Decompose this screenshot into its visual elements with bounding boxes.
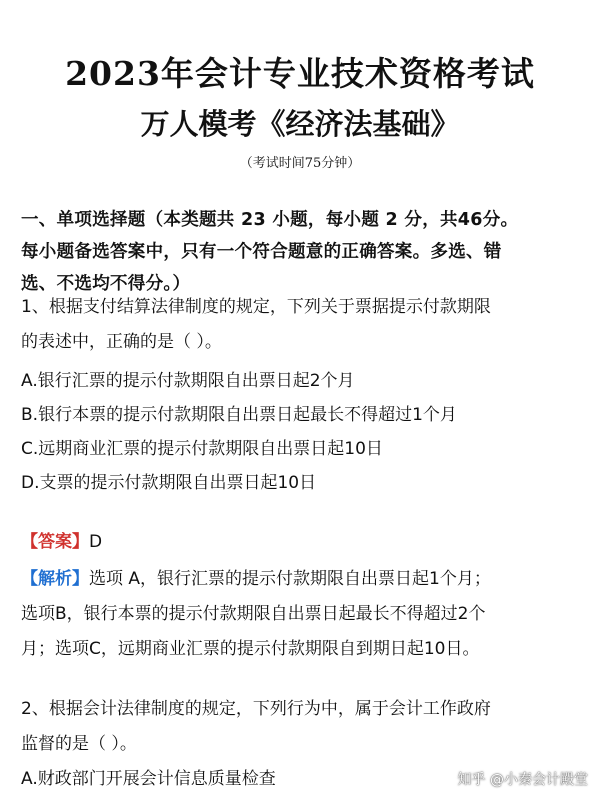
- section-heading-line: 选、不选均不得分。）: [21, 274, 191, 294]
- analysis-line: 选项B，银行本票的提示付款期限自出票日起最长不得超过2个: [21, 604, 486, 624]
- option-b: B.银行本票的提示付款期限自出票日起最长不得超过1个月: [21, 405, 457, 425]
- question-stem-line: 的表述中，正确的是（ ）。: [21, 332, 222, 352]
- analysis-line: [21, 562, 596, 597]
- answer-tag: 【答案】: [21, 532, 89, 552]
- question-1-analysis: [21, 562, 596, 667]
- analysis-line: 月；选项C，远期商业汇票的提示付款期限自到期日起10日。: [21, 639, 480, 659]
- section-heading: [21, 204, 591, 300]
- watermark-text: 知乎 @小秦会计殿堂: [457, 772, 588, 788]
- watermark: [458, 769, 588, 789]
- analysis-text: 选项 A，银行汇票的提示付款期限自出票日起1个月；: [89, 569, 491, 589]
- section-heading-line: 每小题备选答案中，只有一个符合题意的正确答案。多选、错: [21, 242, 502, 262]
- section-heading-line: 一、单项选择题（本类题共 23 小题，每小题 2 分，共46分。: [21, 210, 519, 230]
- question-1-options: [21, 364, 591, 500]
- exam-duration: （考试时间75分钟）: [239, 156, 361, 171]
- question-stem-line: 2、根据会计法律制度的规定，下列行为中，属于会计工作政府: [21, 699, 491, 719]
- answer-value: D: [89, 532, 103, 552]
- option-d: D.支票的提示付款期限自出票日起10日: [21, 473, 317, 493]
- option-a: A.财政部门开展会计信息质量检查: [21, 769, 276, 789]
- option-a: A.银行汇票的提示付款期限自出票日起2个月: [21, 371, 355, 391]
- question-stem-line: 监督的是（ ）。: [21, 734, 137, 754]
- question-1-answer: [21, 528, 102, 556]
- question-stem-line: 1、根据支付结算法律制度的规定，下列关于票据提示付款期限: [21, 297, 491, 317]
- exam-subject-title: 万人模考《经济法基础》: [140, 107, 460, 141]
- question-1-stem: [21, 290, 591, 360]
- analysis-tag: 【解析】: [21, 569, 89, 589]
- option-c: C.远期商业汇票的提示付款期限自出票日起10日: [21, 439, 383, 459]
- exam-title: 2023年会计专业技术资格考试: [65, 54, 535, 93]
